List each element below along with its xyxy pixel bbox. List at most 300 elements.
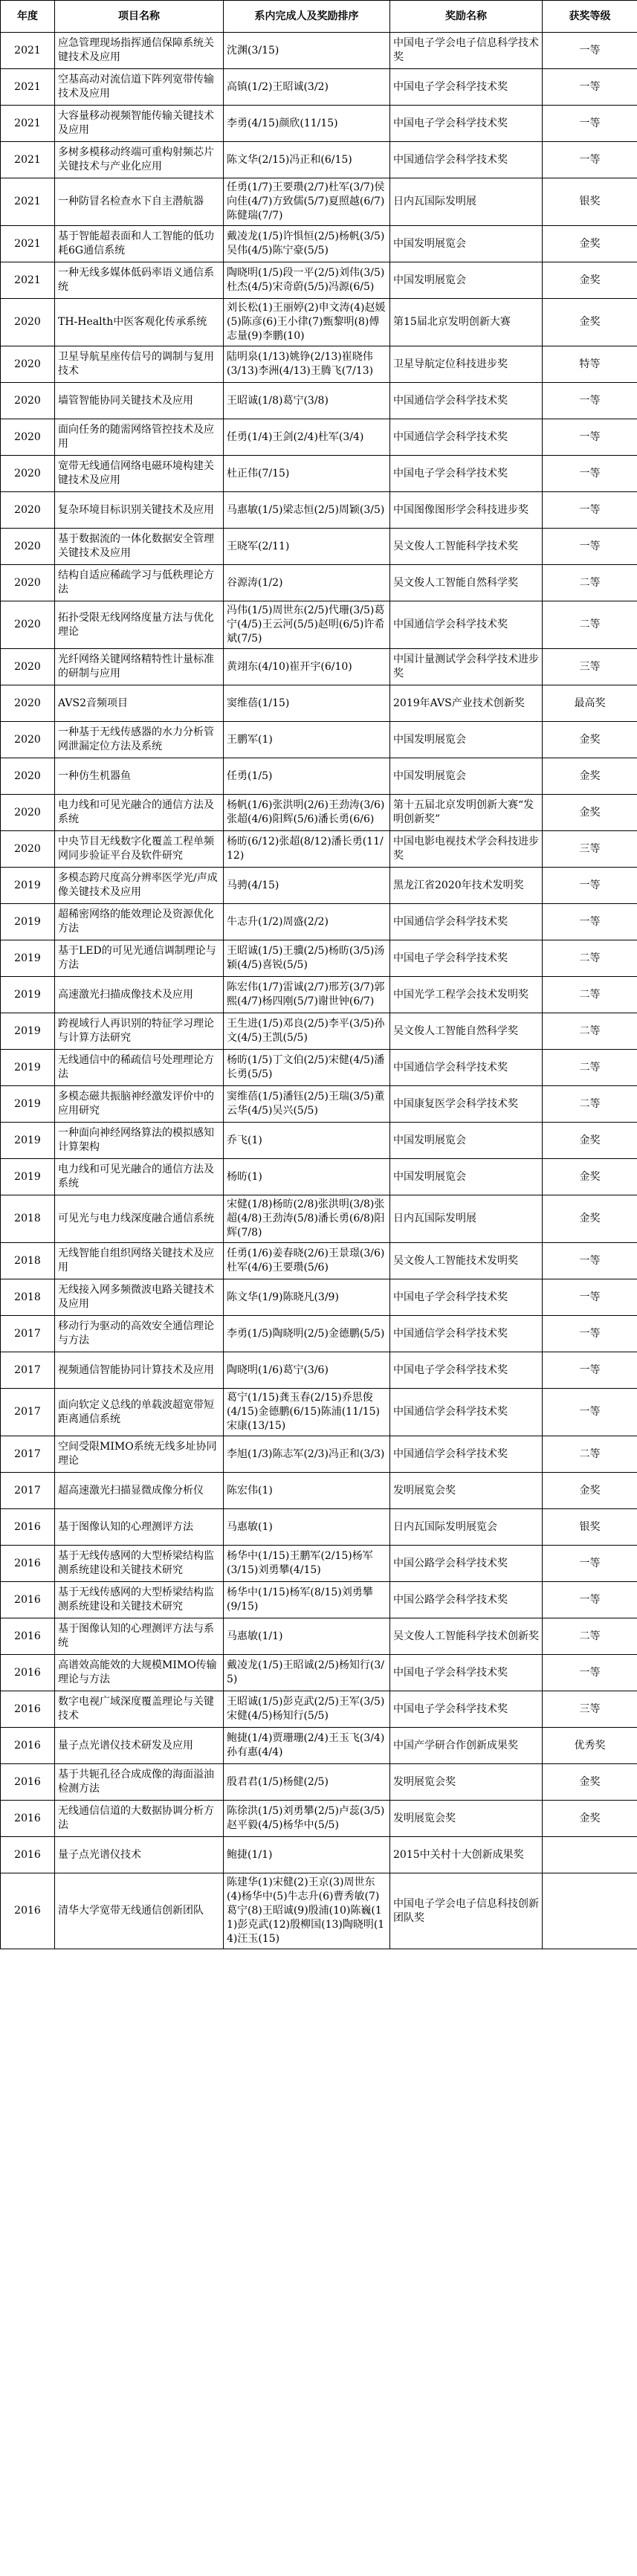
- table-row: [1, 1316, 637, 1352]
- cell-year: 2019: [1, 868, 55, 904]
- cell-people: 杨华中(1/15)王鹏军(2/15)杨军(3/15)刘勇攀(4/15): [224, 1546, 390, 1582]
- cell-year: 2016: [1, 1837, 55, 1873]
- cell-year: 2020: [1, 685, 55, 722]
- cell-level: 一等: [543, 1655, 637, 1691]
- table-row: [1, 1691, 637, 1728]
- cell-award: 吴文俊人工智能自然科学奖: [390, 1013, 543, 1050]
- cell-year: 2017: [1, 1473, 55, 1509]
- cell-year: 2017: [1, 1389, 55, 1436]
- cell-project: 基于图像认知的心理测评方法与系统: [55, 1618, 224, 1655]
- cell-level: 一等: [543, 69, 637, 106]
- cell-people: 马骋(4/15): [224, 868, 390, 904]
- cell-people: 李勇(1/5)陶晓明(2/5)金德鹏(5/5): [224, 1316, 390, 1352]
- cell-year: 2021: [1, 69, 55, 106]
- cell-project: 基于数据流的一体化数据安全管理关键技术及应用: [55, 529, 224, 565]
- cell-award: 中国图像图形学会科技进步奖: [390, 492, 543, 529]
- cell-level: 金奖: [543, 1195, 637, 1243]
- cell-people: 窦维蓓(1/15): [224, 685, 390, 722]
- cell-people: 戴凌龙(1/5)王昭诚(2/5)杨知行(3/5): [224, 1655, 390, 1691]
- table-row: [1, 1243, 637, 1279]
- cell-award: 中国公路学会科学技术奖: [390, 1582, 543, 1618]
- cell-award: 2019年AVS产业技术创新奖: [390, 685, 543, 722]
- cell-level: 金奖: [543, 226, 637, 262]
- cell-year: 2020: [1, 795, 55, 831]
- cell-people: 任勇(1/5): [224, 758, 390, 795]
- cell-project: 一种基于无线传感器的水力分析管网泄漏定位方法及系统: [55, 722, 224, 758]
- cell-project: 中央节目无线数字化覆盖工程单频网同步验证平台及软件研究: [55, 831, 224, 868]
- cell-people: 谷源涛(1/2): [224, 565, 390, 601]
- cell-level: 一等: [543, 492, 637, 529]
- cell-level: 金奖: [543, 1801, 637, 1837]
- cell-year: 2016: [1, 1691, 55, 1728]
- cell-year: 2020: [1, 383, 55, 419]
- cell-level: 二等: [543, 601, 637, 649]
- cell-award: 中国电子学会电子信息科学技术奖: [390, 33, 543, 69]
- cell-year: 2017: [1, 1436, 55, 1473]
- cell-project: 跨视域行人再识别的特征学习理论与计算方法研究: [55, 1013, 224, 1050]
- table-row: [1, 1123, 637, 1159]
- cell-level: 金奖: [543, 1123, 637, 1159]
- cell-project: 卫星导航星座传信号的调制与复用技术: [55, 346, 224, 383]
- cell-people: 宋健(1/8)杨昉(2/8)张洪明(3/8)张超(4/8)王劲涛(5/8)潘长勇(6/8)阳辉(7/8): [224, 1195, 390, 1243]
- cell-year: 2020: [1, 601, 55, 649]
- cell-people: 杨昉(6/12)张超(8/12)潘长勇(11/12): [224, 831, 390, 868]
- cell-project: 一种无线多媒体低码率语义通信系统: [55, 262, 224, 299]
- cell-year: 2021: [1, 262, 55, 299]
- cell-award: 中国电子学会科学技术奖: [390, 106, 543, 142]
- cell-project: 复杂环境目标识别关键技术及应用: [55, 492, 224, 529]
- cell-level: 三等: [543, 1691, 637, 1728]
- table-row: [1, 492, 637, 529]
- cell-project: 数字电视广域深度覆盖理论与关键技术: [55, 1691, 224, 1728]
- cell-level: 金奖: [543, 1473, 637, 1509]
- cell-year: 2016: [1, 1509, 55, 1546]
- cell-people: 王昭诚(1/5)彭克武(2/5)王军(3/5)宋健(4/5)杨知行(5/5): [224, 1691, 390, 1728]
- cell-project: 拓扑受限无线网络度量方法与优化理论: [55, 601, 224, 649]
- cell-people: 杜正伟(7/15): [224, 456, 390, 492]
- cell-year: 2021: [1, 106, 55, 142]
- cell-project: 应急管理现场指挥通信保障系统关键技术及应用: [55, 33, 224, 69]
- cell-year: 2019: [1, 977, 55, 1013]
- cell-project: 无线智能自组织网络关键技术及应用: [55, 1243, 224, 1279]
- table-row: [1, 419, 637, 456]
- cell-people: 任勇(1/7)王要瓒(2/7)杜军(3/7)侯向佳(4/7)方致儒(5/7)夏照越(6/7)陈健瑞(7/7): [224, 178, 390, 226]
- table-row: [1, 649, 637, 685]
- cell-award: 第15届北京发明创新大赛: [390, 299, 543, 346]
- cell-project: 可见光与电力线深度融合通信系统: [55, 1195, 224, 1243]
- cell-level: 一等: [543, 383, 637, 419]
- cell-level: 一等: [543, 1352, 637, 1389]
- cell-level: 金奖: [543, 1159, 637, 1195]
- cell-award: 中国电子学会科学技术奖: [390, 940, 543, 977]
- cell-level: 银奖: [543, 178, 637, 226]
- cell-level: 银奖: [543, 1509, 637, 1546]
- cell-award: 吴文俊人工智能科学技术创新奖: [390, 1618, 543, 1655]
- cell-year: 2019: [1, 1013, 55, 1050]
- cell-year: 2020: [1, 299, 55, 346]
- header-people: 系内完成人及奖励排序: [224, 1, 390, 33]
- cell-people: 沈渊(3/15): [224, 33, 390, 69]
- table-row: [1, 1473, 637, 1509]
- cell-award: 中国发明展览会: [390, 758, 543, 795]
- cell-year: 2020: [1, 565, 55, 601]
- awards-table-body: [1, 33, 637, 1949]
- cell-level: 金奖: [543, 299, 637, 346]
- table-row: [1, 1801, 637, 1837]
- cell-award: 中国电子学会科学技术奖: [390, 69, 543, 106]
- cell-people: 陶晓明(1/6)葛宁(3/6): [224, 1352, 390, 1389]
- cell-level: 金奖: [543, 722, 637, 758]
- table-row: [1, 722, 637, 758]
- cell-award: 吴文俊人工智能自然科学奖: [390, 565, 543, 601]
- table-row: [1, 1764, 637, 1801]
- cell-year: 2016: [1, 1655, 55, 1691]
- cell-people: 牛志升(1/2)周盛(2/2): [224, 904, 390, 940]
- table-row: [1, 142, 637, 178]
- cell-project: 基于智能超表面和人工智能的低功耗6G通信系统: [55, 226, 224, 262]
- cell-level: 二等: [543, 565, 637, 601]
- table-row: [1, 1509, 637, 1546]
- cell-project: 基于LED的可见光通信调制理论与方法: [55, 940, 224, 977]
- cell-award: 中国发明展览会: [390, 226, 543, 262]
- cell-project: 基于共轭孔径合成成像的海面溢油检测方法: [55, 1764, 224, 1801]
- table-row: [1, 346, 637, 383]
- cell-project: 无线接入网多频微波电路关键技术及应用: [55, 1279, 224, 1316]
- table-row: [1, 1546, 637, 1582]
- cell-award: 中国电子学会科学技术奖: [390, 1279, 543, 1316]
- cell-people: 窦维蓓(1/5)潘钰(2/5)王瑞(3/5)董云华(4/5)吴兴(5/5): [224, 1086, 390, 1123]
- cell-year: 2019: [1, 1050, 55, 1086]
- cell-award: 日内瓦国际发明展: [390, 178, 543, 226]
- cell-people: 陈徐洪(1/5)刘勇攀(2/5)卢蕊(3/5)赵平毅(4/5)杨华中(5/5): [224, 1801, 390, 1837]
- cell-year: 2021: [1, 178, 55, 226]
- cell-year: 2020: [1, 456, 55, 492]
- table-row: [1, 1159, 637, 1195]
- table-row: [1, 69, 637, 106]
- table-row: [1, 1837, 637, 1873]
- table-row: [1, 1873, 637, 1949]
- cell-year: 2020: [1, 831, 55, 868]
- cell-level: 特等: [543, 346, 637, 383]
- cell-people: 陶晓明(1/5)段一平(2/5)刘伟(3/5)杜杰(4/5)宋奇蔚(5/5)冯源(6/5): [224, 262, 390, 299]
- cell-people: 黄翊东(4/10)崔开宇(6/10): [224, 649, 390, 685]
- cell-year: 2019: [1, 1159, 55, 1195]
- cell-project: 结构自适应稀疏学习与低秩理论方法: [55, 565, 224, 601]
- table-row: [1, 178, 637, 226]
- cell-project: 基于无线传感网的大型桥梁结构监测系统建设和关键技术研究: [55, 1546, 224, 1582]
- cell-year: 2020: [1, 722, 55, 758]
- cell-award: 中国计量测试学会科学技术进步奖: [390, 649, 543, 685]
- cell-project: 一种仿生机器鱼: [55, 758, 224, 795]
- cell-year: 2020: [1, 492, 55, 529]
- cell-people: 陈宏伟(1/7)雷诚(2/7)邢芳(3/7)郭熙(4/7)杨四刚(5/7)谢世钟(6/7): [224, 977, 390, 1013]
- table-row: [1, 565, 637, 601]
- cell-award: 中国发明展览会: [390, 262, 543, 299]
- cell-year: 2018: [1, 1195, 55, 1243]
- table-row: [1, 977, 637, 1013]
- cell-award: 卫星导航定位科技进步奖: [390, 346, 543, 383]
- cell-award: 中国通信学会科学技术奖: [390, 383, 543, 419]
- cell-level: 金奖: [543, 1764, 637, 1801]
- cell-project: 空基高动对流信道下阵列宽带传输技术及应用: [55, 69, 224, 106]
- header-award: 奖励名称: [390, 1, 543, 33]
- table-row: [1, 106, 637, 142]
- cell-award: 中国通信学会科学技术奖: [390, 1316, 543, 1352]
- cell-people: 戴凌龙(1/5)许惧恒(2/5)杨帆(3/5)吴伟(4/5)陈宁豪(5/5): [224, 226, 390, 262]
- table-row: [1, 262, 637, 299]
- cell-year: 2019: [1, 904, 55, 940]
- table-row: [1, 1352, 637, 1389]
- cell-level: 三等: [543, 649, 637, 685]
- cell-project: 超高速激光扫描显微成像分析仪: [55, 1473, 224, 1509]
- cell-project: 超稀密网络的能效理论及资源优化方法: [55, 904, 224, 940]
- cell-level: 二等: [543, 1086, 637, 1123]
- table-row: [1, 456, 637, 492]
- table-row: [1, 940, 637, 977]
- cell-level: 金奖: [543, 262, 637, 299]
- cell-project: 基于图像认知的心理测评方法: [55, 1509, 224, 1546]
- cell-year: 2020: [1, 419, 55, 456]
- cell-award: 中国通信学会科学技术奖: [390, 1050, 543, 1086]
- cell-project: 一种面向神经网络算法的模拟感知计算架构: [55, 1123, 224, 1159]
- cell-project: 面向任务的随需网络管控技术及应用: [55, 419, 224, 456]
- cell-project: 电力线和可见光融合的通信方法及系统: [55, 795, 224, 831]
- cell-award: 中国光学工程学会技术发明奖: [390, 977, 543, 1013]
- cell-people: 王生进(1/5)邓良(2/5)李平(3/5)孙文(4/5)王凯(5/5): [224, 1013, 390, 1050]
- cell-level: 一等: [543, 106, 637, 142]
- cell-people: 陈建华(1)宋健(2)王京(3)周世东(4)杨华中(5)牛志升(6)曹秀敏(7)葛宁(8)王昭诚(9)殷浦(10)陈巍(11)彭克武(12)殷柳国(13)陶晓明(14)汪玉(15): [224, 1873, 390, 1949]
- cell-award: 中国发明展览会: [390, 722, 543, 758]
- cell-people: 陆明泉(1/13)姚铮(2/13)崔晓伟(3/13)李洲(4/13)王腾飞(7/13): [224, 346, 390, 383]
- cell-project: 视频通信智能协同计算技术及应用: [55, 1352, 224, 1389]
- cell-people: 杨华中(1/15)杨军(8/15)刘勇攀(9/15): [224, 1582, 390, 1618]
- cell-people: 陈文华(1/9)陈晓凡(3/9): [224, 1279, 390, 1316]
- table-row: [1, 1389, 637, 1436]
- cell-level: 优秀奖: [543, 1728, 637, 1764]
- cell-year: 2019: [1, 940, 55, 977]
- cell-award: 吴文俊人工智能科学技术奖: [390, 529, 543, 565]
- cell-year: 2018: [1, 1243, 55, 1279]
- cell-year: 2016: [1, 1546, 55, 1582]
- cell-award: 中国电子学会科学技术奖: [390, 1691, 543, 1728]
- table-row: [1, 1582, 637, 1618]
- cell-year: 2016: [1, 1618, 55, 1655]
- cell-people: 鲍捷(1/1): [224, 1837, 390, 1873]
- cell-year: 2016: [1, 1764, 55, 1801]
- cell-level: 一等: [543, 1389, 637, 1436]
- cell-year: 2021: [1, 142, 55, 178]
- cell-year: 2019: [1, 1086, 55, 1123]
- table-row: [1, 1618, 637, 1655]
- cell-year: 2020: [1, 649, 55, 685]
- cell-award: 中国公路学会科学技术奖: [390, 1546, 543, 1582]
- table-row: [1, 904, 637, 940]
- table-row: [1, 685, 637, 722]
- cell-level: 金奖: [543, 758, 637, 795]
- table-row: [1, 831, 637, 868]
- cell-award: 中国通信学会科学技术奖: [390, 904, 543, 940]
- table-row: [1, 1086, 637, 1123]
- cell-people: 陈宏伟(1): [224, 1473, 390, 1509]
- cell-people: 杨昉(1): [224, 1159, 390, 1195]
- cell-level: 一等: [543, 868, 637, 904]
- cell-award: 中国发明展览会: [390, 1159, 543, 1195]
- cell-project: 高速激光扫描成像技术及应用: [55, 977, 224, 1013]
- cell-level: 二等: [543, 940, 637, 977]
- header-row: [1, 1, 637, 33]
- cell-level: 二等: [543, 1050, 637, 1086]
- cell-project: 宽带无线通信网络电磁环境构建关键技术及应用: [55, 456, 224, 492]
- cell-level: 一等: [543, 1279, 637, 1316]
- table-row: [1, 529, 637, 565]
- cell-year: 2021: [1, 226, 55, 262]
- cell-people: 冯伟(1/5)周世东(2/5)代珊(3/5)葛宁(4/5)王云河(5/5)赵明(6/5)许希斌(7/5): [224, 601, 390, 649]
- cell-people: 李旭(1/3)陈志军(2/3)冯正和(3/3): [224, 1436, 390, 1473]
- cell-level: [543, 1837, 637, 1873]
- cell-award: 中国发明展览会: [390, 1123, 543, 1159]
- cell-project: 清华大学宽带无线通信创新团队: [55, 1873, 224, 1949]
- cell-year: 2016: [1, 1801, 55, 1837]
- table-row: [1, 1436, 637, 1473]
- table-row: [1, 1655, 637, 1691]
- cell-level: 二等: [543, 1618, 637, 1655]
- cell-level: 一等: [543, 1243, 637, 1279]
- table-row: [1, 1050, 637, 1086]
- cell-award: 中国通信学会科学技术奖: [390, 1436, 543, 1473]
- table-row: [1, 1279, 637, 1316]
- cell-project: TH-Health中医客观化传承系统: [55, 299, 224, 346]
- cell-people: 王昭诚(1/8)葛宁(3/8): [224, 383, 390, 419]
- cell-people: 杨昉(1/5)丁文伯(2/5)宋健(4/5)潘长勇(5/5): [224, 1050, 390, 1086]
- cell-people: 任勇(1/4)王剑(2/4)杜军(3/4): [224, 419, 390, 456]
- cell-project: 无线通信信道的大数据协调分析方法: [55, 1801, 224, 1837]
- cell-project: 量子点光谱仪技术: [55, 1837, 224, 1873]
- cell-award: 黑龙江省2020年技术发明奖: [390, 868, 543, 904]
- cell-level: 三等: [543, 831, 637, 868]
- cell-award: 中国电子学会科学技术奖: [390, 456, 543, 492]
- cell-level: 金奖: [543, 795, 637, 831]
- header-level: 获奖等级: [543, 1, 637, 33]
- cell-year: 2017: [1, 1316, 55, 1352]
- cell-award: 中国电子学会科学技术奖: [390, 1655, 543, 1691]
- cell-level: 二等: [543, 1013, 637, 1050]
- cell-year: 2017: [1, 1352, 55, 1389]
- cell-people: 殷君君(1/5)杨健(2/5): [224, 1764, 390, 1801]
- cell-level: 一等: [543, 1582, 637, 1618]
- cell-award: 中国通信学会科学技术奖: [390, 419, 543, 456]
- cell-award: 日内瓦国际发明展: [390, 1195, 543, 1243]
- cell-year: 2016: [1, 1728, 55, 1764]
- table-row: [1, 1195, 637, 1243]
- cell-award: 发明展览会奖: [390, 1764, 543, 1801]
- cell-people: 乔飞(1): [224, 1123, 390, 1159]
- cell-people: 任勇(1/6)姜春晓(2/6)王景璟(3/6)杜军(4/6)王要瓒(5/6): [224, 1243, 390, 1279]
- cell-year: 2020: [1, 758, 55, 795]
- cell-level: 二等: [543, 1436, 637, 1473]
- cell-level: 一等: [543, 529, 637, 565]
- table-row: [1, 795, 637, 831]
- cell-award: 中国电影电视技术学会科技进步奖: [390, 831, 543, 868]
- cell-level: [543, 1873, 637, 1949]
- cell-project: 墙管智能协同关键技术及应用: [55, 383, 224, 419]
- cell-project: 多树多模移动终端可重构射频芯片关键技术与产业化应用: [55, 142, 224, 178]
- cell-year: 2021: [1, 33, 55, 69]
- table-row: [1, 1728, 637, 1764]
- cell-people: 刘长松(1)王丽婷(2)申文涛(4)赵媛(5)陈彦(6)王小律(7)甄黎明(8)傅志量(9)李鹏(10): [224, 299, 390, 346]
- table-row: [1, 383, 637, 419]
- cell-people: 马惠敏(1/5)梁志恒(2/5)周颖(3/5): [224, 492, 390, 529]
- cell-year: 2020: [1, 346, 55, 383]
- cell-people: 马惠敏(1): [224, 1509, 390, 1546]
- table-row: [1, 33, 637, 69]
- header-year: 年度: [1, 1, 55, 33]
- cell-project: 面向软定义总线的单载波超宽带短距离通信系统: [55, 1389, 224, 1436]
- cell-people: 鲍捷(1/4)贾珊珊(2/4)王玉飞(3/4)孙有惠(4/4): [224, 1728, 390, 1764]
- cell-award: 中国电子学会科学技术奖: [390, 1352, 543, 1389]
- cell-level: 二等: [543, 977, 637, 1013]
- cell-people: 李勇(4/15)颜欣(11/15): [224, 106, 390, 142]
- cell-award: 中国康复医学会科学技术奖: [390, 1086, 543, 1123]
- cell-award: 2015中关村十大创新成果奖: [390, 1837, 543, 1873]
- cell-award: 日内瓦国际发明展览会: [390, 1509, 543, 1546]
- cell-level: 一等: [543, 33, 637, 69]
- cell-award: 中国电子学会电子信息科技创新团队奖: [390, 1873, 543, 1949]
- cell-level: 一等: [543, 456, 637, 492]
- cell-project: 大容量移动视频智能传输关键技术及应用: [55, 106, 224, 142]
- cell-project: 多模态跨尺度高分辨率医学光/声成像关键技术及应用: [55, 868, 224, 904]
- table-row: [1, 299, 637, 346]
- cell-level: 一等: [543, 142, 637, 178]
- cell-award: 中国产学研合作创新成果奖: [390, 1728, 543, 1764]
- cell-project: AVS2音频项目: [55, 685, 224, 722]
- cell-project: 空间受限MIMO系统无线多址协同理论: [55, 1436, 224, 1473]
- cell-project: 无线通信中的稀疏信号处理理论方法: [55, 1050, 224, 1086]
- header-project: 项目名称: [55, 1, 224, 33]
- cell-people: 马惠敏(1/1): [224, 1618, 390, 1655]
- cell-award: 中国通信学会科学技术奖: [390, 142, 543, 178]
- cell-project: 多模态磁共振脑神经激发评价中的应用研究: [55, 1086, 224, 1123]
- cell-project: 一种防冒名检查水下自主潜航器: [55, 178, 224, 226]
- cell-year: 2016: [1, 1873, 55, 1949]
- cell-people: 高镇(1/2)王昭诚(3/2): [224, 69, 390, 106]
- cell-level: 一等: [543, 1546, 637, 1582]
- table-row: [1, 226, 637, 262]
- cell-award: 中国通信学会科学技术奖: [390, 601, 543, 649]
- cell-level: 一等: [543, 904, 637, 940]
- cell-year: 2019: [1, 1123, 55, 1159]
- cell-year: 2020: [1, 529, 55, 565]
- cell-project: 基于无线传感网的大型桥梁结构监测系统建设和关键技术研究: [55, 1582, 224, 1618]
- cell-project: 电力线和可见光融合的通信方法及系统: [55, 1159, 224, 1195]
- cell-level: 最高奖: [543, 685, 637, 722]
- cell-people: 杨帆(1/6)张洪明(2/6)王劲涛(3/6)张超(4/6)阳辉(5/6)潘长勇(6/6): [224, 795, 390, 831]
- cell-award: 中国通信学会科学技术奖: [390, 1389, 543, 1436]
- table-row: [1, 601, 637, 649]
- cell-project: 移动行为驱动的高效安全通信理论与方法: [55, 1316, 224, 1352]
- table-row: [1, 1013, 637, 1050]
- cell-project: 光纤网络关键网络精特性计量标准的研制与应用: [55, 649, 224, 685]
- cell-project: 高谱效高能效的大规模MIMO传输理论与方法: [55, 1655, 224, 1691]
- cell-award: 发明展览会奖: [390, 1801, 543, 1837]
- cell-year: 2016: [1, 1582, 55, 1618]
- cell-people: 王鹏军(1): [224, 722, 390, 758]
- cell-people: 王晓军(2/11): [224, 529, 390, 565]
- cell-level: 一等: [543, 1316, 637, 1352]
- cell-people: 王昭诚(1/5)王骥(2/5)杨昉(3/5)汤颖(4/5)喜锐(5/5): [224, 940, 390, 977]
- cell-people: 葛宁(1/15)龚玉春(2/15)乔思俊(4/15)金德鹏(6/15)陈浦(11/15)宋康(13/15): [224, 1389, 390, 1436]
- cell-people: 陈文华(2/15)冯正和(6/15): [224, 142, 390, 178]
- cell-award: 第十五届北京发明创新大赛“发明创新奖”: [390, 795, 543, 831]
